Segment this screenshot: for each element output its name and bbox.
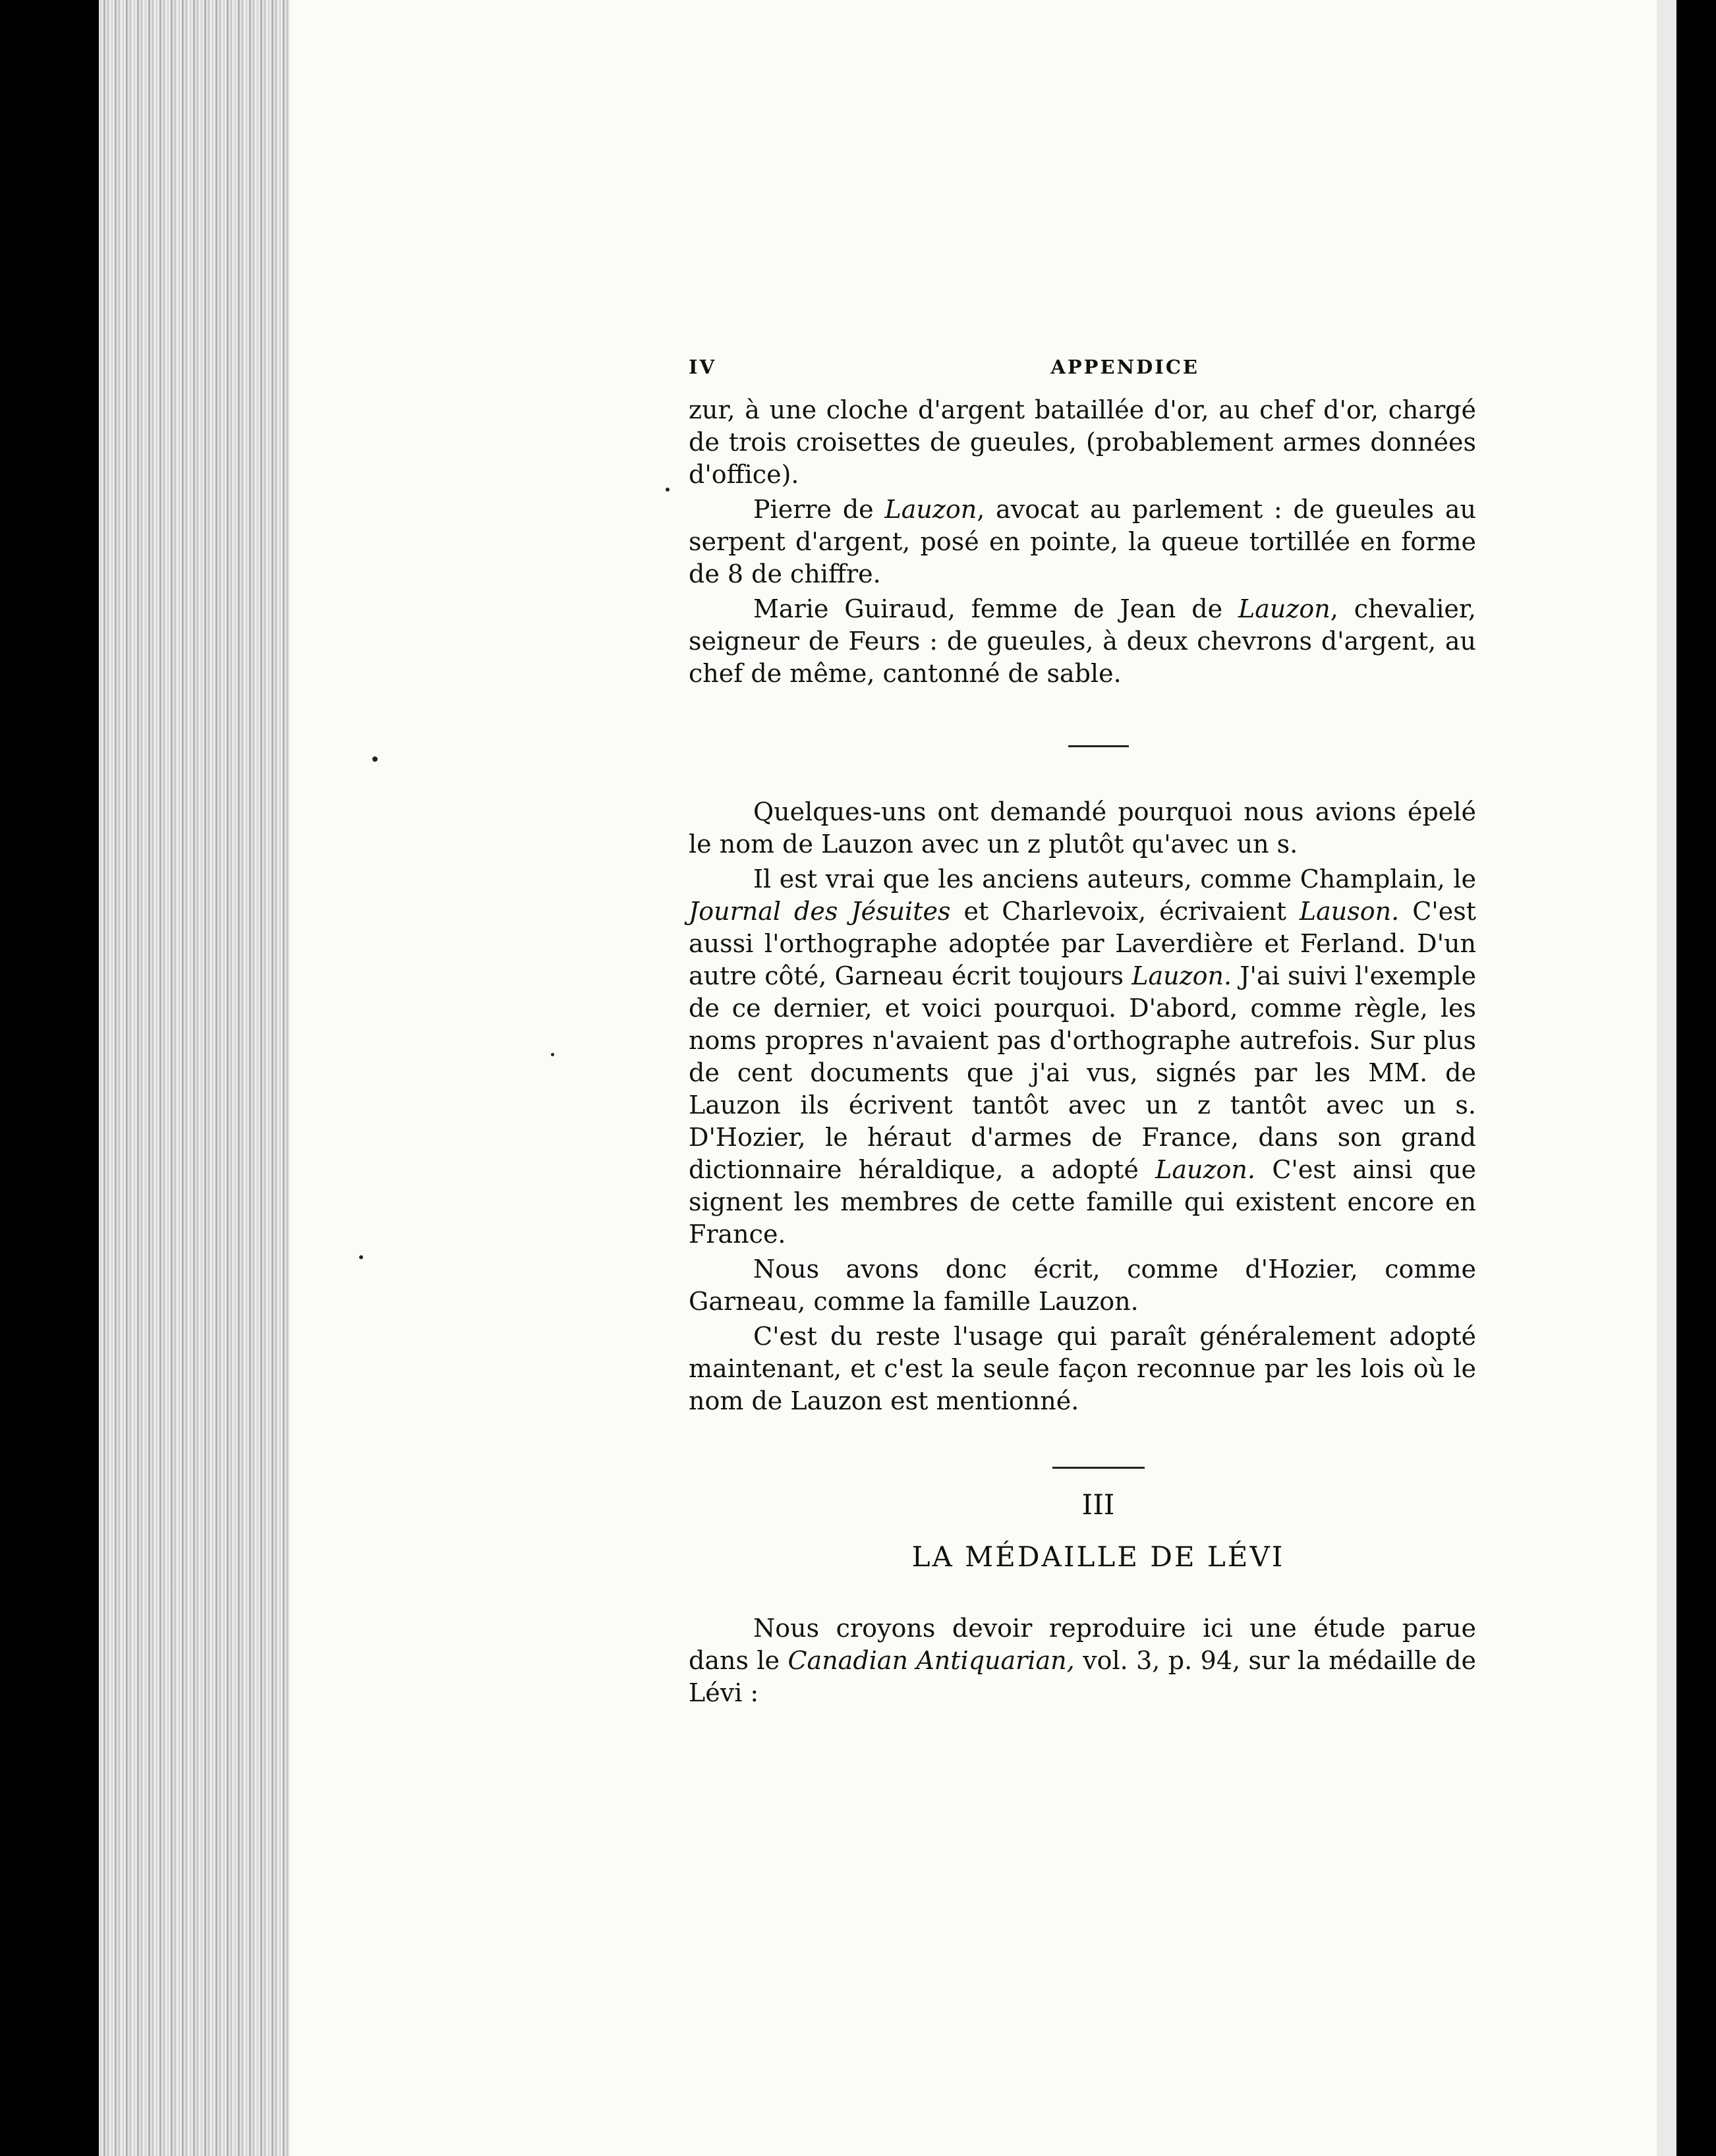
book-page-edges	[99, 0, 303, 2156]
right-page-strip	[1657, 0, 1676, 2156]
paragraph-pierre-de-lauzon: Pierre de Lauzon, avocat au parlement : de gueules au serpent d'argent, posé en pointe, la queue tortillée en forme de 8 de chiffre.	[689, 495, 1476, 588]
scan-speck	[359, 1255, 363, 1259]
paragraph-orthographe: Il est vrai que les anciens auteurs, comme Champlain, le Journal des Jésuites et Charlevoix, écrivaient Lauson. C'est aussi l'orthographe adoptée par Laverdière et Ferland. D'un autre côté, Garneau écrit toujours Lauzon. J'ai suivi l'exemple de ce dernier, et voici pourquoi. D'abord, comme règle, les noms propres n'avaient pas d'orthographe autrefois. Sur plus de cent documents que j'ai vus, signés par les MM. de Lauzon ils écrivent tantôt avec un z tantôt avec un s. D'Hozier, le héraut d'armes de France, dans son grand dictionnaire héraldique, a adopté Lauzon. C'est ainsi que signent les membres de cette famille qui existent encore en France.	[689, 865, 1476, 1249]
section-divider	[1052, 1467, 1145, 1469]
page-number: IV	[689, 356, 717, 378]
paragraph-marie-guiraud: Marie Guiraud, femme de Jean de Lauzon, chevalier, seigneur de Feurs : de gueules, à deux chevrons d'argent, au chef de même, cantonné de sable.	[689, 594, 1476, 688]
paragraph-continuation: zur, à une cloche d'argent bataillée d'or, au chef d'or, chargé de trois croisettes de gueules, (probablement armes données d'office).	[689, 395, 1476, 489]
scan-speck	[551, 1053, 554, 1056]
section-number: III	[1081, 1489, 1115, 1521]
section-title: LA MÉDAILLE DE LÉVI	[911, 1541, 1285, 1573]
running-title: APPENDICE	[1050, 356, 1199, 378]
text-column	[689, 356, 1476, 1709]
section-divider	[1068, 745, 1129, 747]
scan-speck	[372, 756, 378, 762]
running-header	[689, 356, 1476, 378]
right-dark-edge	[1676, 0, 1716, 2156]
paragraph-quelques-uns: Quelques-uns ont demandé pourquoi nous avions épelé le nom de Lauzon avec un z plutôt qu'avec un s.	[689, 797, 1476, 859]
paragraph-medaille-intro: Nous croyons devoir reproduire ici une étude parue dans le Canadian Antiquarian, vol. 3, p. 94, sur la médaille de Lévi :	[689, 1614, 1476, 1707]
scan-speck	[666, 488, 670, 492]
paragraph-usage: C'est du reste l'usage qui paraît généralement adopté maintenant, et c'est la seule façon reconnue par les lois où le nom de Lauzon est mentionné.	[689, 1322, 1476, 1415]
paragraph-nous-avons: Nous avons donc écrit, comme d'Hozier, comme Garneau, comme la famille Lauzon.	[689, 1255, 1476, 1316]
